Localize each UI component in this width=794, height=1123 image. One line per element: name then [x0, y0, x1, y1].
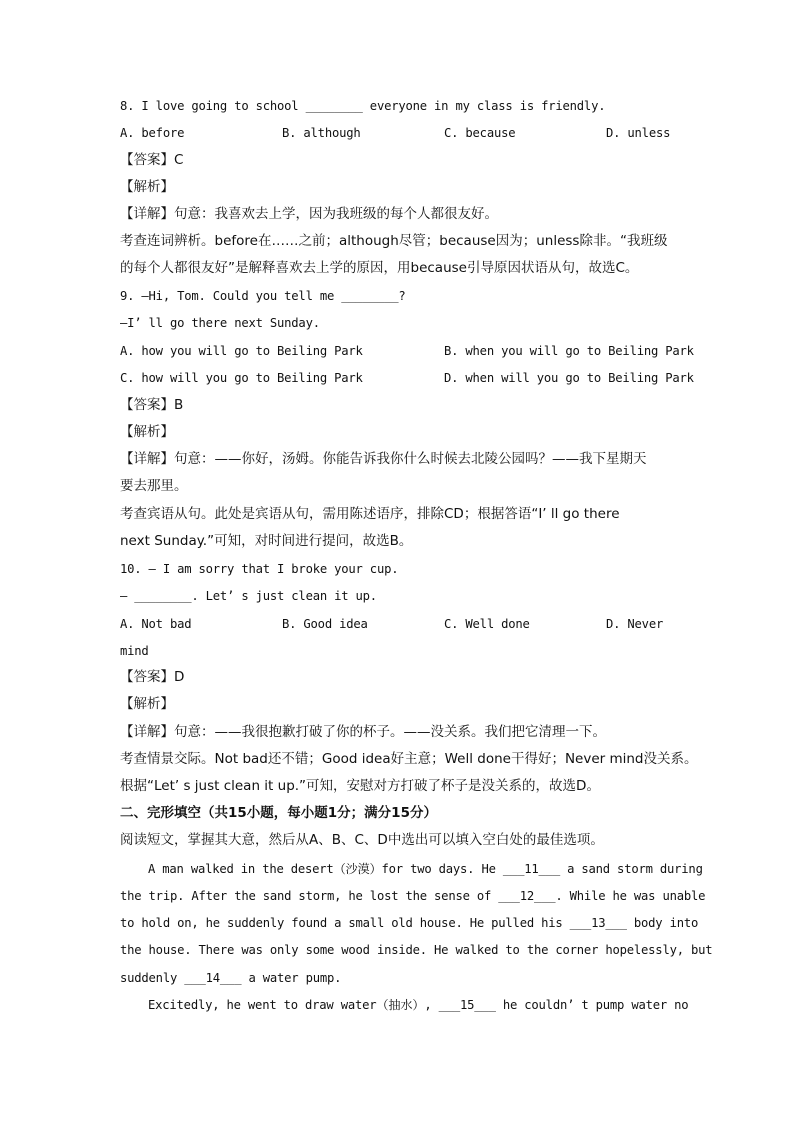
passage-line-4: the house. There was only some wood inside. He walked to the corner hopelessly, but [120, 943, 713, 957]
q9-explain-2: next Sunday.”可知，对时间进行提问，故选B。 [120, 533, 413, 549]
q9-option-d: D. when will you go to Beiling Park [444, 371, 694, 385]
q8-option-c: C. because [444, 126, 516, 140]
q10-explain-1: 考查情景交际。Not bad还不错；Good idea好主意；Well done干得好；Never mind没关系。 [120, 751, 698, 767]
q8-answer: 【答案】C [120, 152, 184, 168]
q10-answer: 【答案】D [120, 669, 185, 685]
q9-reply: —I’ ll go there next Sunday. [120, 316, 320, 330]
q8-stem: 8. I love going to school ________ everyone in my class is friendly. [120, 99, 606, 113]
section-heading: 二、完形填空（共15小题，每小题1分；满分15分） [120, 805, 437, 821]
q8-option-a: A. before [120, 126, 185, 140]
q8-detail: 【详解】句意：我喜欢去上学，因为我班级的每个人都很友好。 [120, 206, 498, 222]
q8-option-d: D. unless [606, 126, 671, 140]
passage-line-2: the trip. After the sand storm, he lost the sense of ___12___. While he was unable [120, 889, 706, 903]
q9-explain-1: 考查宾语从句。此处是宾语从句，需用陈述语序，排除CD；根据答语“I’ ll go there [120, 506, 620, 522]
q9-answer: 【答案】B [120, 397, 184, 413]
q9-option-a: A. how you will go to Beiling Park [120, 344, 363, 358]
passage-line-5: suddenly ___14___ a water pump. [120, 971, 342, 985]
q8-option-b: B. although [282, 126, 361, 140]
q9-option-b: B. when you will go to Beiling Park [444, 344, 694, 358]
passage-line-1: A man walked in the desert（沙漠）for two days. He ___11___ a sand storm during [148, 862, 703, 876]
q10-analysis-label: 【解析】 [120, 696, 174, 712]
q8-analysis-label: 【解析】 [120, 179, 174, 195]
q10-stem: 10. — I am sorry that I broke your cup. [120, 562, 399, 576]
q8-explain-1: 考查连词辨析。before在……之前；although尽管；because因为；unless除非。“我班级 [120, 233, 668, 249]
q9-analysis-label: 【解析】 [120, 424, 174, 440]
q9-option-c: C. how will you go to Beiling Park [120, 371, 363, 385]
q10-option-d: D. Never [606, 617, 664, 631]
q9-stem: 9. —Hi, Tom. Could you tell me ________? [120, 289, 406, 303]
q10-detail: 【详解】句意：——我很抱歉打破了你的杯子。——没关系。我们把它清理一下。 [120, 724, 606, 740]
q10-option-a: A. Not bad [120, 617, 192, 631]
q10-explain-2: 根据“Let’ s just clean it up.”可知，安慰对方打破了杯子是没关系的，故选D。 [120, 778, 600, 794]
passage-line-6: Excitedly, he went to draw water（抽水）, ___15___ he couldn’ t pump water no [148, 998, 689, 1012]
q10-option-d-wrap: mind [120, 644, 149, 658]
q10-option-c: C. Well done [444, 617, 530, 631]
q10-reply: — ________. Let’ s just clean it up. [120, 589, 377, 603]
q8-explain-2: 的每个人都很友好”是解释喜欢去上学的原因，用because引导原因状语从句，故选C。 [120, 260, 639, 276]
q9-detail-1: 【详解】句意：——你好，汤姆。你能告诉我你什么时候去北陵公园吗？——我下星期天 [120, 451, 647, 467]
q10-option-b: B. Good idea [282, 617, 368, 631]
section-instruction: 阅读短文，掌握其大意，然后从A、B、C、D中选出可以填入空白处的最佳选项。 [120, 832, 604, 848]
passage-line-3: to hold on, he suddenly found a small old house. He pulled his ___13___ body into [120, 916, 699, 930]
q9-detail-2: 要去那里。 [120, 478, 188, 494]
